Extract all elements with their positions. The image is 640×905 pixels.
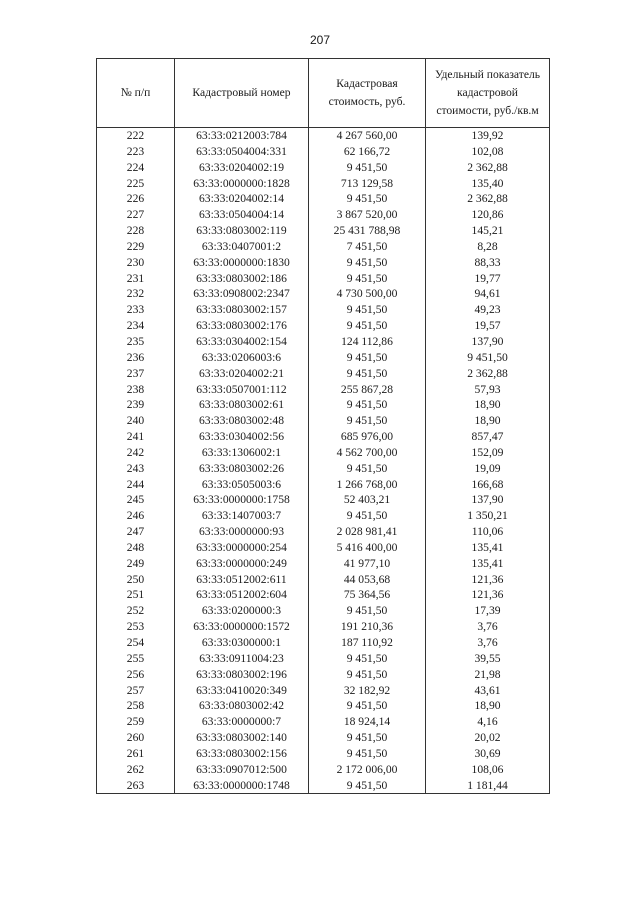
cell-num: 242 [97, 445, 175, 461]
cell-num: 245 [97, 492, 175, 508]
table-row [97, 302, 550, 318]
cell-num: 223 [97, 144, 175, 160]
cell-cadastral-value: 9 451,50 [309, 397, 426, 413]
cell-cadastral-number: 63:33:0000000:254 [175, 540, 309, 556]
cell-num: 232 [97, 286, 175, 302]
cell-num: 224 [97, 160, 175, 176]
cell-specific-indicator: 145,21 [426, 223, 550, 239]
cell-num: 244 [97, 477, 175, 493]
cell-num: 251 [97, 587, 175, 603]
cell-specific-indicator: 3,76 [426, 619, 550, 635]
cell-specific-indicator: 39,55 [426, 651, 550, 667]
cell-specific-indicator: 121,36 [426, 587, 550, 603]
cell-cadastral-number: 63:33:0512002:611 [175, 572, 309, 588]
cell-num: 235 [97, 334, 175, 350]
cell-cadastral-number: 63:33:0304002:154 [175, 334, 309, 350]
cell-cadastral-number: 63:33:0507001:112 [175, 382, 309, 398]
table-row [97, 651, 550, 667]
cell-specific-indicator: 2 362,88 [426, 160, 550, 176]
cell-num: 236 [97, 350, 175, 366]
cell-specific-indicator: 19,09 [426, 461, 550, 477]
cell-num: 226 [97, 191, 175, 207]
cell-num: 253 [97, 619, 175, 635]
cell-cadastral-value: 7 451,50 [309, 239, 426, 255]
cell-cadastral-value: 9 451,50 [309, 160, 426, 176]
table-row [97, 239, 550, 255]
table-row [97, 223, 550, 239]
cell-cadastral-value: 41 977,10 [309, 556, 426, 572]
cell-specific-indicator: 1 350,21 [426, 508, 550, 524]
cell-specific-indicator: 20,02 [426, 730, 550, 746]
cell-cadastral-number: 63:33:0803002:26 [175, 461, 309, 477]
table-row [97, 334, 550, 350]
cell-num: 233 [97, 302, 175, 318]
cell-cadastral-value: 2 172 006,00 [309, 762, 426, 778]
cell-specific-indicator: 152,09 [426, 445, 550, 461]
cell-specific-indicator: 88,33 [426, 255, 550, 271]
table-row [97, 667, 550, 683]
cell-cadastral-number: 63:33:0204002:21 [175, 366, 309, 382]
cell-cadastral-value: 255 867,28 [309, 382, 426, 398]
table-row [97, 746, 550, 762]
header-specific-indicator: Удельный показатель кадастровой стоимости, руб./кв.м [426, 59, 550, 128]
cell-cadastral-number: 63:33:0803002:186 [175, 271, 309, 287]
cell-cadastral-value: 9 451,50 [309, 413, 426, 429]
cell-num: 262 [97, 762, 175, 778]
cell-cadastral-number: 63:33:0803002:176 [175, 318, 309, 334]
table-row [97, 207, 550, 223]
table-row [97, 698, 550, 714]
table-row [97, 350, 550, 366]
table-row [97, 144, 550, 160]
cell-specific-indicator: 30,69 [426, 746, 550, 762]
cadastral-table [96, 58, 550, 794]
cell-cadastral-number: 63:33:0803002:157 [175, 302, 309, 318]
cell-num: 230 [97, 255, 175, 271]
cell-specific-indicator: 139,92 [426, 128, 550, 144]
table-row [97, 128, 550, 144]
cell-cadastral-number: 63:33:0504004:331 [175, 144, 309, 160]
cell-cadastral-value: 4 267 560,00 [309, 128, 426, 144]
cell-cadastral-number: 63:33:0000000:7 [175, 714, 309, 730]
cell-specific-indicator: 19,57 [426, 318, 550, 334]
table-row [97, 413, 550, 429]
cell-specific-indicator: 166,68 [426, 477, 550, 493]
cell-cadastral-number: 63:33:0803002:42 [175, 698, 309, 714]
cell-cadastral-number: 63:33:0504004:14 [175, 207, 309, 223]
cell-cadastral-value: 75 364,56 [309, 587, 426, 603]
cell-num: 243 [97, 461, 175, 477]
cell-specific-indicator: 1 181,44 [426, 778, 550, 794]
cell-cadastral-value: 9 451,50 [309, 191, 426, 207]
table-row [97, 477, 550, 493]
cell-specific-indicator: 18,90 [426, 397, 550, 413]
cell-cadastral-value: 713 129,58 [309, 176, 426, 192]
cell-cadastral-number: 63:33:0907012:500 [175, 762, 309, 778]
header-cadastral-value: Кадастровая стоимость, руб. [309, 59, 426, 128]
cell-num: 249 [97, 556, 175, 572]
cell-cadastral-value: 9 451,50 [309, 255, 426, 271]
cell-specific-indicator: 4,16 [426, 714, 550, 730]
cell-specific-indicator: 137,90 [426, 492, 550, 508]
cell-num: 246 [97, 508, 175, 524]
cell-specific-indicator: 857,47 [426, 429, 550, 445]
cell-specific-indicator: 2 362,88 [426, 366, 550, 382]
cell-cadastral-number: 63:33:0000000:1830 [175, 255, 309, 271]
cell-num: 260 [97, 730, 175, 746]
table-row [97, 255, 550, 271]
cell-cadastral-number: 63:33:0911004:23 [175, 651, 309, 667]
cell-num: 252 [97, 603, 175, 619]
cell-specific-indicator: 110,06 [426, 524, 550, 540]
cell-cadastral-value: 25 431 788,98 [309, 223, 426, 239]
cell-cadastral-number: 63:33:0908002:2347 [175, 286, 309, 302]
cell-cadastral-value: 9 451,50 [309, 508, 426, 524]
cell-specific-indicator: 94,61 [426, 286, 550, 302]
cell-cadastral-value: 9 451,50 [309, 698, 426, 714]
cell-specific-indicator: 17,39 [426, 603, 550, 619]
cell-cadastral-number: 63:33:0803002:48 [175, 413, 309, 429]
cell-cadastral-value: 187 110,92 [309, 635, 426, 651]
table-row [97, 778, 550, 794]
cell-cadastral-value: 3 867 520,00 [309, 207, 426, 223]
table-row [97, 762, 550, 778]
cell-num: 247 [97, 524, 175, 540]
cell-cadastral-value: 9 451,50 [309, 730, 426, 746]
cell-specific-indicator: 57,93 [426, 382, 550, 398]
cell-cadastral-value: 1 266 768,00 [309, 477, 426, 493]
cell-cadastral-value: 124 112,86 [309, 334, 426, 350]
cell-num: 222 [97, 128, 175, 144]
cell-specific-indicator: 135,40 [426, 176, 550, 192]
table-row [97, 191, 550, 207]
cell-cadastral-number: 63:33:0410020:349 [175, 683, 309, 699]
cell-cadastral-value: 62 166,72 [309, 144, 426, 160]
cell-cadastral-value: 9 451,50 [309, 302, 426, 318]
cell-cadastral-value: 9 451,50 [309, 603, 426, 619]
table-row [97, 429, 550, 445]
cell-cadastral-number: 63:33:0200000:3 [175, 603, 309, 619]
cell-num: 231 [97, 271, 175, 287]
cell-cadastral-number: 63:33:0000000:93 [175, 524, 309, 540]
cell-cadastral-value: 44 053,68 [309, 572, 426, 588]
cell-cadastral-number: 63:33:0000000:1828 [175, 176, 309, 192]
cell-cadastral-number: 63:33:0000000:1748 [175, 778, 309, 794]
cell-specific-indicator: 108,06 [426, 762, 550, 778]
cell-specific-indicator: 43,61 [426, 683, 550, 699]
cell-cadastral-value: 52 403,21 [309, 492, 426, 508]
cell-specific-indicator: 135,41 [426, 556, 550, 572]
table-row [97, 445, 550, 461]
cell-cadastral-value: 9 451,50 [309, 318, 426, 334]
cell-specific-indicator: 135,41 [426, 540, 550, 556]
table-body [97, 128, 550, 794]
cell-specific-indicator: 19,77 [426, 271, 550, 287]
cell-num: 259 [97, 714, 175, 730]
cell-cadastral-value: 32 182,92 [309, 683, 426, 699]
cell-cadastral-value: 9 451,50 [309, 271, 426, 287]
cell-cadastral-value: 2 028 981,41 [309, 524, 426, 540]
cell-specific-indicator: 18,90 [426, 413, 550, 429]
cell-specific-indicator: 2 362,88 [426, 191, 550, 207]
cell-num: 257 [97, 683, 175, 699]
cell-num: 240 [97, 413, 175, 429]
cell-num: 238 [97, 382, 175, 398]
table-row [97, 635, 550, 651]
table-row [97, 318, 550, 334]
cell-cadastral-value: 4 730 500,00 [309, 286, 426, 302]
table-row [97, 603, 550, 619]
cell-num: 229 [97, 239, 175, 255]
cell-cadastral-number: 63:33:0407001:2 [175, 239, 309, 255]
cell-num: 241 [97, 429, 175, 445]
cell-cadastral-number: 63:33:0000000:249 [175, 556, 309, 572]
cell-cadastral-value: 18 924,14 [309, 714, 426, 730]
cell-num: 248 [97, 540, 175, 556]
table-row [97, 572, 550, 588]
table-row [97, 397, 550, 413]
cell-num: 254 [97, 635, 175, 651]
cell-cadastral-number: 63:33:1407003:7 [175, 508, 309, 524]
table-row [97, 730, 550, 746]
cell-specific-indicator: 21,98 [426, 667, 550, 683]
cell-cadastral-number: 63:33:0300000:1 [175, 635, 309, 651]
cell-cadastral-value: 9 451,50 [309, 461, 426, 477]
cell-cadastral-number: 63:33:0512002:604 [175, 587, 309, 603]
cell-num: 239 [97, 397, 175, 413]
cell-num: 237 [97, 366, 175, 382]
cell-num: 250 [97, 572, 175, 588]
cell-cadastral-number: 63:33:0204002:19 [175, 160, 309, 176]
cell-num: 234 [97, 318, 175, 334]
cell-specific-indicator: 3,76 [426, 635, 550, 651]
table-row [97, 271, 550, 287]
cell-cadastral-number: 63:33:0803002:156 [175, 746, 309, 762]
cell-cadastral-value: 685 976,00 [309, 429, 426, 445]
table-row [97, 714, 550, 730]
cell-specific-indicator: 9 451,50 [426, 350, 550, 366]
table-row [97, 587, 550, 603]
cell-cadastral-number: 63:33:0206003:6 [175, 350, 309, 366]
cell-specific-indicator: 18,90 [426, 698, 550, 714]
cell-cadastral-number: 63:33:1306002:1 [175, 445, 309, 461]
cell-num: 261 [97, 746, 175, 762]
cell-num: 256 [97, 667, 175, 683]
cell-specific-indicator: 137,90 [426, 334, 550, 350]
cell-cadastral-value: 9 451,50 [309, 746, 426, 762]
table-row [97, 461, 550, 477]
table-row [97, 540, 550, 556]
cell-cadastral-number: 63:33:0000000:1758 [175, 492, 309, 508]
cell-cadastral-value: 191 210,36 [309, 619, 426, 635]
cell-cadastral-value: 9 451,50 [309, 366, 426, 382]
cell-cadastral-number: 63:33:0505003:6 [175, 477, 309, 493]
table-row [97, 492, 550, 508]
header-num: № п/п [97, 59, 175, 128]
cell-cadastral-number: 63:33:0803002:140 [175, 730, 309, 746]
table-row [97, 366, 550, 382]
table-row [97, 382, 550, 398]
table-row [97, 508, 550, 524]
cell-cadastral-value: 9 451,50 [309, 350, 426, 366]
table-row [97, 524, 550, 540]
cell-num: 227 [97, 207, 175, 223]
table-header [97, 59, 550, 128]
cell-num: 255 [97, 651, 175, 667]
table-row [97, 286, 550, 302]
cell-cadastral-number: 63:33:0000000:1572 [175, 619, 309, 635]
cell-cadastral-number: 63:33:0803002:196 [175, 667, 309, 683]
cell-cadastral-number: 63:33:0304002:56 [175, 429, 309, 445]
cell-num: 225 [97, 176, 175, 192]
header-cadastral-number: Кадастровый номер [175, 59, 309, 128]
table-row [97, 683, 550, 699]
cell-specific-indicator: 121,36 [426, 572, 550, 588]
cell-specific-indicator: 8,28 [426, 239, 550, 255]
cell-cadastral-number: 63:33:0204002:14 [175, 191, 309, 207]
cell-specific-indicator: 49,23 [426, 302, 550, 318]
header-row [97, 59, 550, 128]
page-number: 207 [309, 33, 331, 47]
cell-num: 228 [97, 223, 175, 239]
table-row [97, 556, 550, 572]
cell-cadastral-value: 9 451,50 [309, 651, 426, 667]
cell-cadastral-value: 5 416 400,00 [309, 540, 426, 556]
cell-cadastral-value: 9 451,50 [309, 667, 426, 683]
cell-specific-indicator: 102,08 [426, 144, 550, 160]
cell-num: 258 [97, 698, 175, 714]
cell-cadastral-number: 63:33:0212003:784 [175, 128, 309, 144]
cell-cadastral-value: 4 562 700,00 [309, 445, 426, 461]
cell-cadastral-value: 9 451,50 [309, 778, 426, 794]
cell-cadastral-number: 63:33:0803002:61 [175, 397, 309, 413]
cell-specific-indicator: 120,86 [426, 207, 550, 223]
cell-num: 263 [97, 778, 175, 794]
cell-cadastral-number: 63:33:0803002:119 [175, 223, 309, 239]
table-row [97, 176, 550, 192]
table-row [97, 160, 550, 176]
table-row [97, 619, 550, 635]
